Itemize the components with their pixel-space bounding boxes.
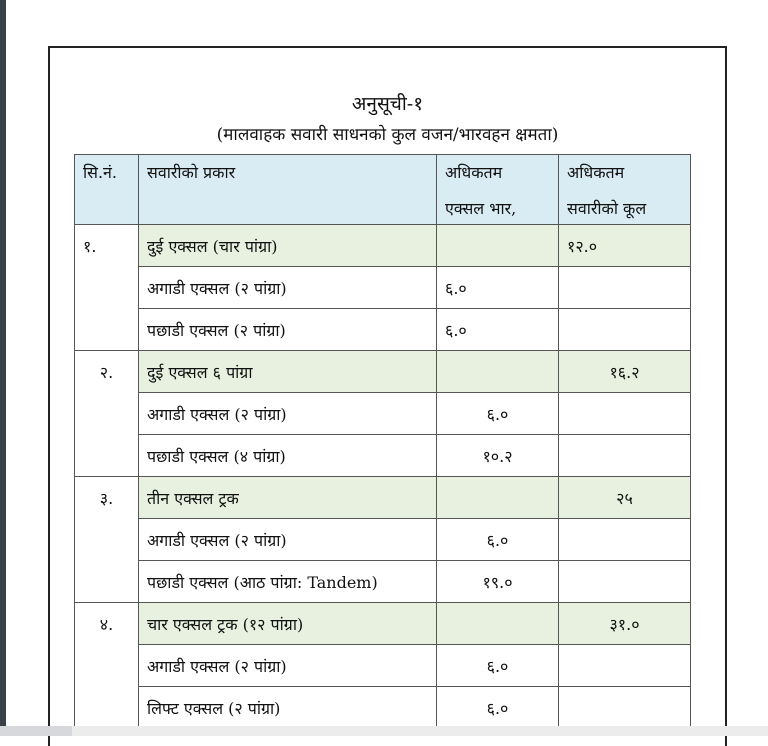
axle-description: पछाडी एक्सल (२ पांग्रा): [139, 309, 437, 351]
total-weight: १६.२: [559, 351, 691, 393]
total-cell: [559, 309, 691, 351]
axle-description: पछाडी एक्सल (आठ पांग्रा: Tandem): [139, 561, 437, 603]
table-group-row: [75, 351, 691, 393]
axle-load: १०.२: [437, 435, 559, 477]
axle-load: ६.०: [437, 687, 559, 729]
serial-number: २.: [75, 351, 139, 393]
header-sn: सि.नं.: [75, 155, 139, 225]
table-row: [75, 267, 691, 309]
serial-number: ३.: [75, 477, 139, 519]
total-cell: [559, 687, 691, 729]
horizontal-scrollbar[interactable]: [0, 726, 768, 736]
header-total: [559, 155, 691, 225]
total-weight: २५: [559, 477, 691, 519]
table-row: [75, 519, 691, 561]
serial-number: १.: [75, 225, 139, 267]
vehicle-type: दुई एक्सल ६ पांग्रा: [139, 351, 437, 393]
table-row: [75, 561, 691, 603]
serial-cell: [75, 645, 139, 687]
table-row: [75, 309, 691, 351]
capacity-table: [74, 154, 691, 729]
axle-description: पछाडी एक्सल (४ पांग्रा): [139, 435, 437, 477]
table-group-row: [75, 225, 691, 267]
total-weight: १२.०: [559, 225, 691, 267]
total-weight: ३१.०: [559, 603, 691, 645]
total-cell: [559, 435, 691, 477]
axle-description: अगाडी एक्सल (२ पांग्रा): [139, 519, 437, 561]
table-row: [75, 645, 691, 687]
header-type: सवारीको प्रकार: [139, 155, 437, 225]
table-row: [75, 687, 691, 729]
axle-load-cell: [437, 351, 559, 393]
serial-cell: [75, 267, 139, 309]
window-left-edge: [0, 0, 6, 736]
table-row: [75, 435, 691, 477]
total-cell: [559, 645, 691, 687]
axle-load: ६.०: [437, 309, 559, 351]
total-cell: [559, 267, 691, 309]
serial-cell: [75, 309, 139, 351]
axle-description: अगाडी एक्सल (२ पांग्रा): [139, 645, 437, 687]
axle-load: ६.०: [437, 645, 559, 687]
total-cell: [559, 561, 691, 603]
axle-load-cell: [437, 603, 559, 645]
header-axle-line2: एक्सल भार,: [445, 199, 517, 218]
page-title: अनुसूची-१: [351, 93, 424, 115]
vehicle-type: चार एक्सल ट्रक (१२ पांग्रा): [139, 603, 437, 645]
axle-description: अगाडी एक्सल (२ पांग्रा): [139, 267, 437, 309]
axle-load-cell: [437, 225, 559, 267]
axle-load: ६.०: [437, 267, 559, 309]
page-subtitle: (मालवाहक सवारी साधनको कुल वजन/भारवहन क्षमता): [216, 125, 559, 145]
axle-load: १९.०: [437, 561, 559, 603]
table-row: [75, 393, 691, 435]
serial-number: ४.: [75, 603, 139, 645]
axle-description: अगाडी एक्सल (२ पांग्रा): [139, 393, 437, 435]
header-total-line2: सवारीको कूल: [567, 199, 647, 218]
header-axle-line1: अधिकतम: [445, 163, 503, 182]
vehicle-type: तीन एक्सल ट्रक: [139, 477, 437, 519]
total-cell: [559, 519, 691, 561]
serial-cell: [75, 435, 139, 477]
table-group-row: [75, 477, 691, 519]
header-total-line1: अधिकतम: [567, 163, 625, 182]
axle-load: ६.०: [437, 393, 559, 435]
document-page: [48, 46, 727, 746]
serial-cell: [75, 687, 139, 729]
axle-load: ६.०: [437, 519, 559, 561]
table-group-row: [75, 603, 691, 645]
serial-cell: [75, 393, 139, 435]
scrollbar-thumb[interactable]: [0, 726, 72, 736]
axle-load-cell: [437, 477, 559, 519]
serial-cell: [75, 561, 139, 603]
vehicle-type: दुई एक्सल (चार पांग्रा): [139, 225, 437, 267]
serial-cell: [75, 519, 139, 561]
axle-description: लिफ्ट एक्सल (२ पांग्रा): [139, 687, 437, 729]
header-axle-load: [437, 155, 559, 225]
total-cell: [559, 393, 691, 435]
